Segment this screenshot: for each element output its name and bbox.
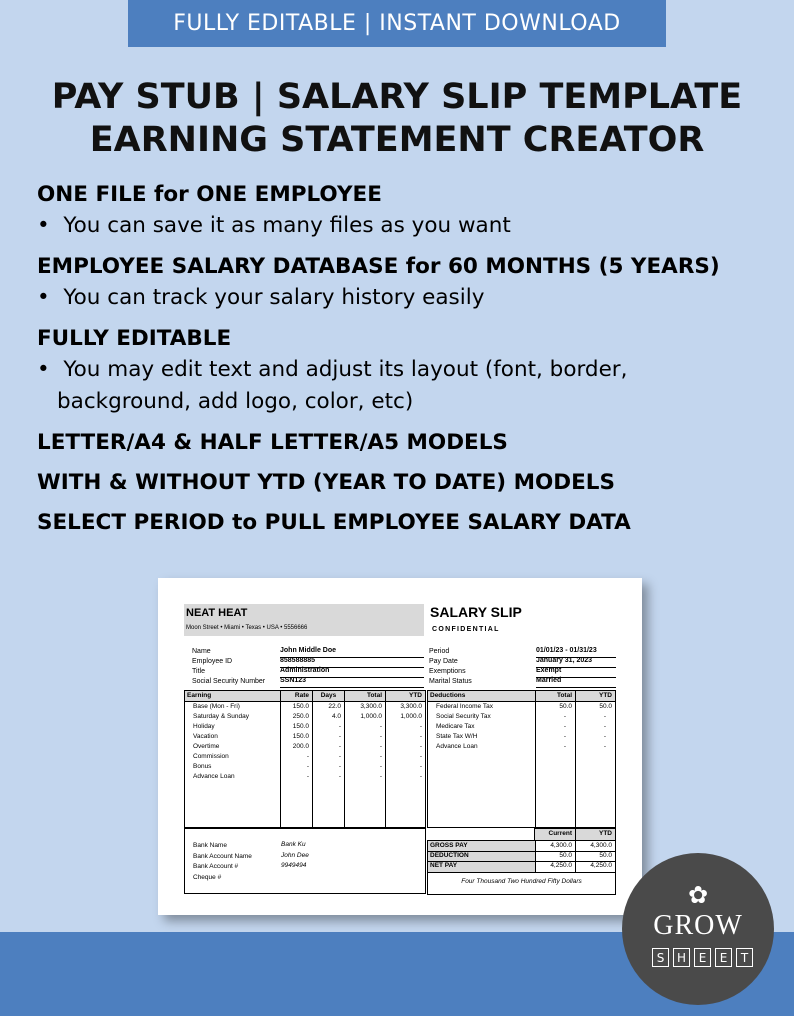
earning-ytd: 3,300.0 xyxy=(400,703,422,710)
earning-name: Vacation xyxy=(193,733,218,740)
net-pay-ytd: 4,250.0 xyxy=(590,862,612,869)
bank-value: John Dee xyxy=(281,852,309,859)
bank-label: Bank Account # xyxy=(193,863,239,870)
earning-ytd: - xyxy=(419,763,422,770)
days-col-header: Days xyxy=(320,692,337,699)
net-pay-label: NET PAY xyxy=(430,862,458,869)
earning-rate: 250.0 xyxy=(292,713,309,720)
deduction-ytd: - xyxy=(603,743,606,750)
logo-letter: E xyxy=(715,948,732,967)
deduction-total: 50.0 xyxy=(559,703,572,710)
flower-icon: ✿ xyxy=(687,881,709,909)
earning-col-header: Earning xyxy=(187,692,212,699)
earning-name: Advance Loan xyxy=(193,773,235,780)
deduction-total: - xyxy=(563,743,566,750)
gross-pay-ytd: 4,300.0 xyxy=(590,842,612,849)
pay-stub-preview xyxy=(158,578,642,915)
earning-rate: 200.0 xyxy=(292,743,309,750)
earning-days: 4.0 xyxy=(331,713,341,720)
period-label: Exemptions xyxy=(429,668,466,675)
pay-summary-box xyxy=(427,840,616,895)
company-name: NEAT HEAT xyxy=(186,607,248,619)
earning-total: 1,000.0 xyxy=(360,713,382,720)
earning-total: - xyxy=(379,723,382,730)
deduction-name: Federal Income Tax xyxy=(436,703,493,710)
deduction-name: Advance Loan xyxy=(436,743,478,750)
deduction-ytd: 50.0 xyxy=(599,852,612,859)
deductions-table xyxy=(427,690,616,828)
feature-heading: SELECT PERIOD to PULL EMPLOYEE SALARY DATA xyxy=(37,510,631,535)
earning-total: - xyxy=(379,773,382,780)
title-line-2: EARNING STATEMENT CREATOR xyxy=(89,120,705,160)
amount-in-words: Four Thousand Two Hundred Fifty Dollars xyxy=(461,878,582,885)
deduction-label: DEDUCTION xyxy=(430,852,469,859)
earning-days: - xyxy=(338,723,341,730)
earning-total: - xyxy=(379,763,382,770)
deduction-ytd: - xyxy=(603,733,606,740)
earning-name: Overtime xyxy=(193,743,220,750)
feature-bullet: • You can track your salary history easily xyxy=(37,285,485,310)
gross-pay-label: GROSS PAY xyxy=(430,842,468,849)
bank-label: Bank Name xyxy=(193,842,227,849)
earning-days: - xyxy=(338,743,341,750)
earning-name: Commission xyxy=(193,753,229,760)
earning-total: - xyxy=(379,733,382,740)
grow-sheet-logo xyxy=(622,853,774,1005)
gross-pay-current: 4,300.0 xyxy=(550,842,572,849)
row-divider xyxy=(428,872,615,873)
earning-rate: 150.0 xyxy=(292,733,309,740)
period-value: January 31, 2023 xyxy=(536,657,616,668)
earning-rate: 150.0 xyxy=(292,703,309,710)
earnings-table xyxy=(184,690,426,828)
page-title xyxy=(0,76,794,162)
deduction-name: State Tax W/H xyxy=(436,733,478,740)
title-line-1: PAY STUB | SALARY SLIP TEMPLATE xyxy=(51,77,743,117)
feature-list xyxy=(37,180,767,538)
ytd-col-header: YTD xyxy=(599,830,612,837)
period-label: Pay Date xyxy=(429,658,458,665)
deduction-ytd: - xyxy=(603,723,606,730)
earning-rate: 150.0 xyxy=(292,723,309,730)
bank-value: Bank Ku xyxy=(281,841,306,848)
deduction-name: Medicare Tax xyxy=(436,723,475,730)
feature-heading: FULLY EDITABLE xyxy=(37,326,232,351)
logo-word: GROW xyxy=(653,910,743,941)
feature-heading: WITH & WITHOUT YTD (YEAR TO DATE) MODELS xyxy=(37,470,615,495)
top-banner: FULLY EDITABLE | INSTANT DOWNLOAD xyxy=(128,0,666,47)
bank-label: Cheque # xyxy=(193,874,222,881)
feature-bullet: • You may edit text and adjust its layout (font, border, background, add logo, color, etc) xyxy=(37,357,628,414)
earning-ytd: - xyxy=(419,753,422,760)
bank-label: Bank Account Name xyxy=(193,853,252,860)
earning-ytd: - xyxy=(419,723,422,730)
earning-total: - xyxy=(379,753,382,760)
deduction-name: Social Security Tax xyxy=(436,713,491,720)
employee-label: Name xyxy=(192,648,211,655)
earning-days: 22.0 xyxy=(328,703,341,710)
logo-letter: E xyxy=(694,948,711,967)
earning-ytd: - xyxy=(419,743,422,750)
logo-letter: T xyxy=(736,948,753,967)
logo-letter: S xyxy=(652,948,669,967)
period-label: Marital Status xyxy=(429,678,472,685)
employee-value: 858588885 xyxy=(280,657,424,668)
earning-rate: - xyxy=(306,753,309,760)
employee-value: SSN123 xyxy=(280,677,424,688)
employee-value: John Middle Doe xyxy=(280,647,424,658)
earning-name: Base (Mon - Fri) xyxy=(193,703,240,710)
deduction-col-header: Deductions xyxy=(430,692,466,699)
earning-days: - xyxy=(338,773,341,780)
period-label: Period xyxy=(429,648,450,655)
bank-details-box xyxy=(184,828,426,894)
earning-total: 3,300.0 xyxy=(360,703,382,710)
earning-rate: - xyxy=(306,763,309,770)
earning-days: - xyxy=(338,763,341,770)
employee-value: Administration xyxy=(280,667,424,678)
current-col-header: Current xyxy=(548,830,572,837)
slip-title: SALARY SLIP xyxy=(430,604,522,620)
deduction-ytd: 50.0 xyxy=(599,703,612,710)
total-col-header: Total xyxy=(366,692,382,699)
period-value: Married xyxy=(536,677,616,688)
bank-value: 9949494 xyxy=(281,862,307,869)
ytd-col-header: YTD xyxy=(599,692,612,699)
deduction-total: - xyxy=(563,713,566,720)
company-address: Moon Street • Miami • Texas • USA • 5556666 xyxy=(186,625,308,631)
period-value: 01/01/23 - 01/31/23 xyxy=(536,647,616,658)
feature-heading: ONE FILE for ONE EMPLOYEE xyxy=(37,182,382,207)
feature-bullet: • You can save it as many files as you want xyxy=(37,213,511,238)
feature-heading: EMPLOYEE SALARY DATABASE for 60 MONTHS (5 YEARS) xyxy=(37,254,720,279)
logo-letter-boxes xyxy=(652,948,753,967)
employee-label: Title xyxy=(192,668,205,675)
deduction-total: - xyxy=(563,733,566,740)
ytd-col-header: YTD xyxy=(409,692,422,699)
earning-days: - xyxy=(338,753,341,760)
employee-label: Employee ID xyxy=(192,658,233,665)
earning-days: - xyxy=(338,733,341,740)
earning-ytd: - xyxy=(419,733,422,740)
net-pay-current: 4,250.0 xyxy=(550,862,572,869)
deduction-current: 50.0 xyxy=(559,852,572,859)
earning-name: Bonus xyxy=(193,763,212,770)
logo-letter: H xyxy=(673,948,690,967)
total-col-header: Total xyxy=(556,692,572,699)
deduction-total: - xyxy=(563,723,566,730)
feature-heading: LETTER/A4 & HALF LETTER/A5 MODELS xyxy=(37,430,508,455)
confidential-label: CONFIDENTIAL xyxy=(432,626,500,633)
deduction-ytd: - xyxy=(603,713,606,720)
earning-total: - xyxy=(379,743,382,750)
period-value: Exempt xyxy=(536,667,616,678)
earning-name: Saturday & Sunday xyxy=(193,713,250,720)
employee-label: Social Security Number xyxy=(192,678,266,685)
earning-ytd: 1,000.0 xyxy=(400,713,422,720)
earning-rate: - xyxy=(306,773,309,780)
earning-ytd: - xyxy=(419,773,422,780)
rate-col-header: Rate xyxy=(294,692,309,699)
earning-name: Holiday xyxy=(193,723,215,730)
